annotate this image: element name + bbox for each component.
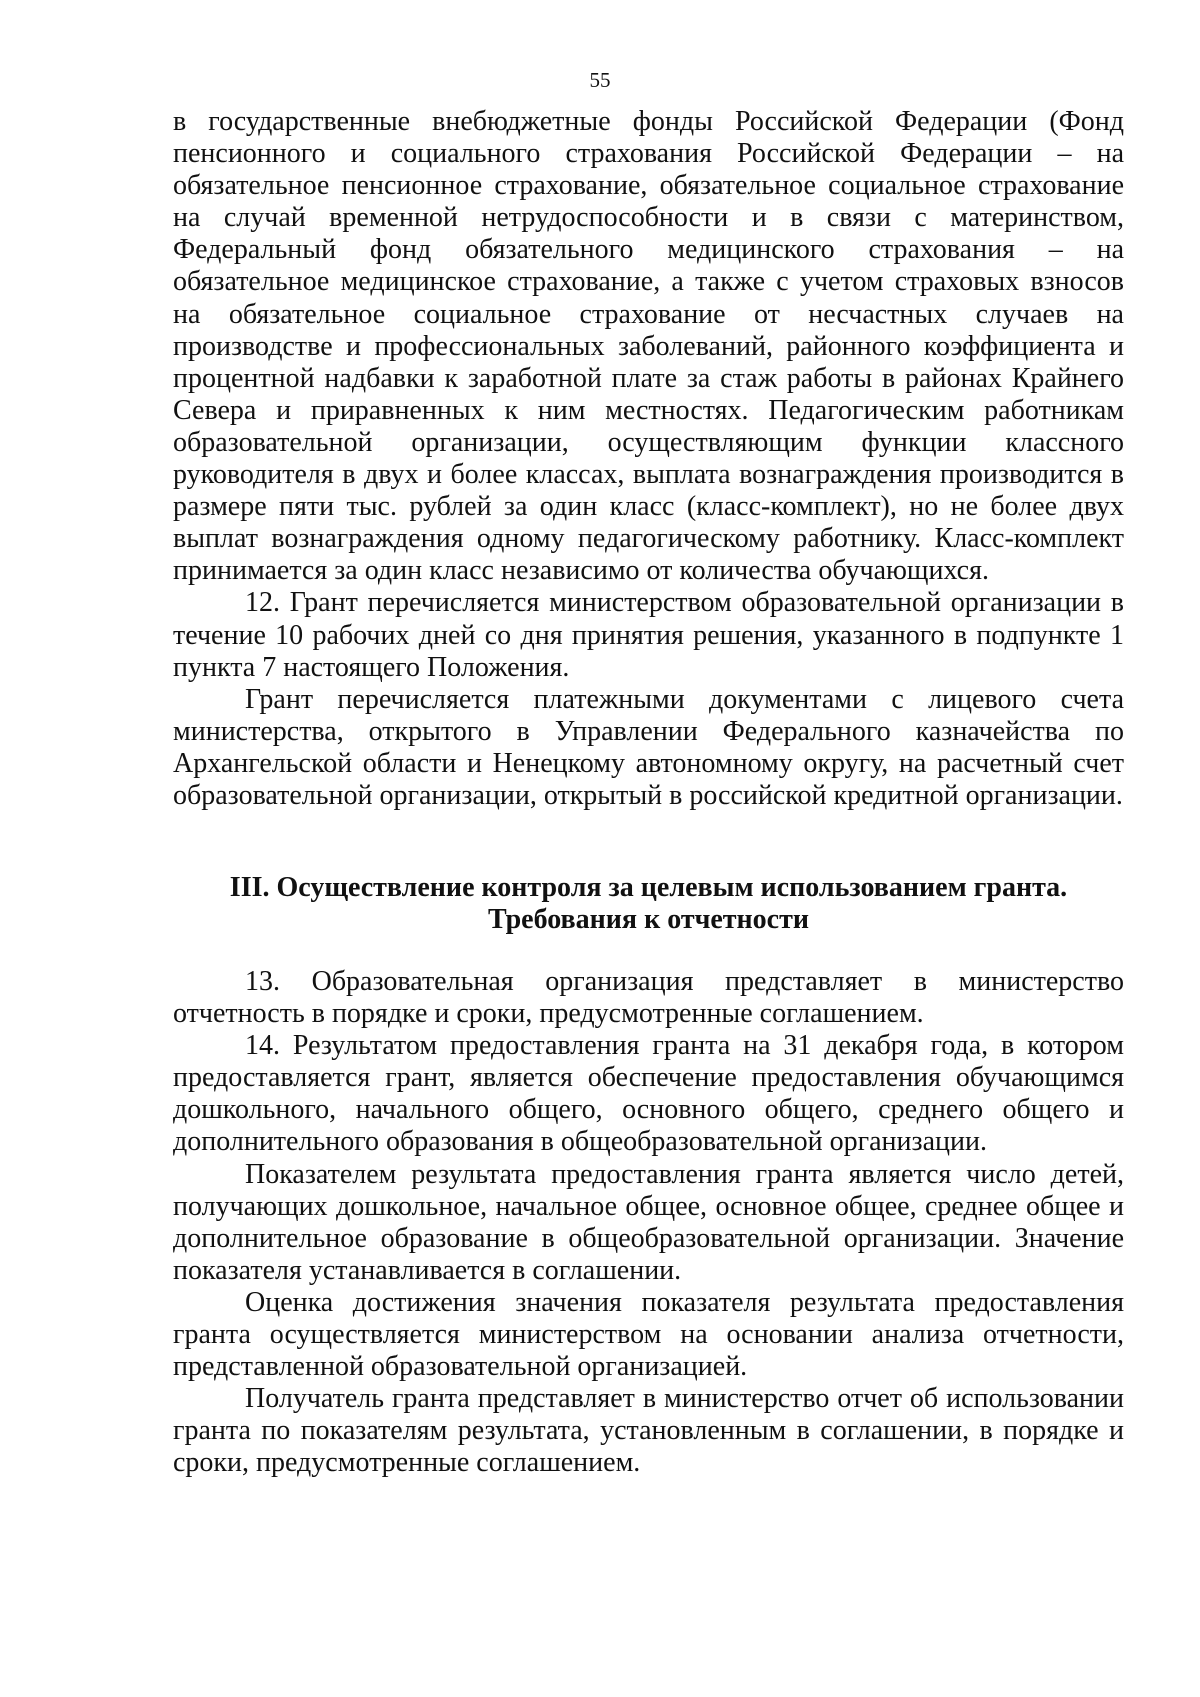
paragraph-14-indicator: Показателем результата предоставления гранта является число детей, получающих дошкольное, начальное общее, основное общее, среднее общее и дополнительное образование в общеобразовательной организации. Значение показателя устанавливается в соглашении. xyxy=(173,1158,1124,1286)
paragraph-12: 12. Грант перечисляется министерством образовательной организации в течение 10 рабочих дней со дня принятия решения, указанного в подпункте 1 пункта 7 настоящего Положения. xyxy=(173,587,1124,683)
paragraph-continuation: в государственные внебюджетные фонды Российской Федерации (Фонд пенсионного и социального страхования Российской Федерации – на обязательное пенсионное страхование, обязательное социальное страхование на случай временной нетрудоспособности и в связи с материнством, Федеральный фонд обязательного медицинского страхования – на обязательное медицинское страхование, а также с учетом страховых взносов на обязательное социальное страхование от несчастных случаев на производстве и профессиональных заболеваний, районного коэффициента и процентной надбавки к заработной плате за стаж работы в районах Крайнего Севера и приравненных к ним местностях. Педагогическим работникам образовательной организации, осуществляющим функции классного руководителя в двух и более классах, выплата вознаграждения производится в размере пяти тыс. рублей за один класс (класс-комплект), но не более двух выплат вознаграждения одному педагогическому работнику. Класс-комплект принимается за один класс независимо от количества обучающихся. xyxy=(173,106,1124,587)
paragraph-13: 13. Образовательная организация представляет в министерство отчетность в порядке и сроки, предусмотренные соглашением. xyxy=(173,966,1124,1030)
paragraph-12-transfer: Грант перечисляется платежными документами с лицевого счета министерства, открытого в Управлении Федерального казначейства по Архангельской области и Ненецкому автономному округу, на расчетный счет образовательной организации, открытый в российской кредитной организации. xyxy=(173,683,1124,811)
section-heading-line1: III. Осуществление контроля за целевым использованием гранта. xyxy=(229,872,1068,903)
paragraph-14-assessment: Оценка достижения значения показателя результата предоставления гранта осуществляется министерством на основании анализа отчетности, представленной образовательной организацией. xyxy=(173,1286,1124,1383)
paragraph-14: 14. Результатом предоставления гранта на 31 декабря года, в котором предоставляется грант, является обеспечение предоставления обучающимся дошкольного, начального общего, основного общего, среднего общего и дополнительного образования в общеобразовательной организации. xyxy=(173,1030,1124,1158)
paragraph-14-report: Получатель гранта представляет в министерство отчет об использовании гранта по показателям результата, установленным в соглашении, в порядке и сроки, предусмотренные соглашением. xyxy=(173,1383,1124,1479)
body-text-bottom xyxy=(173,966,1124,1480)
page-number: 55 xyxy=(589,68,611,92)
body-text-top xyxy=(173,106,1124,812)
section-heading xyxy=(173,872,1124,936)
section-heading-line2: Требования к отчетности xyxy=(487,904,809,935)
